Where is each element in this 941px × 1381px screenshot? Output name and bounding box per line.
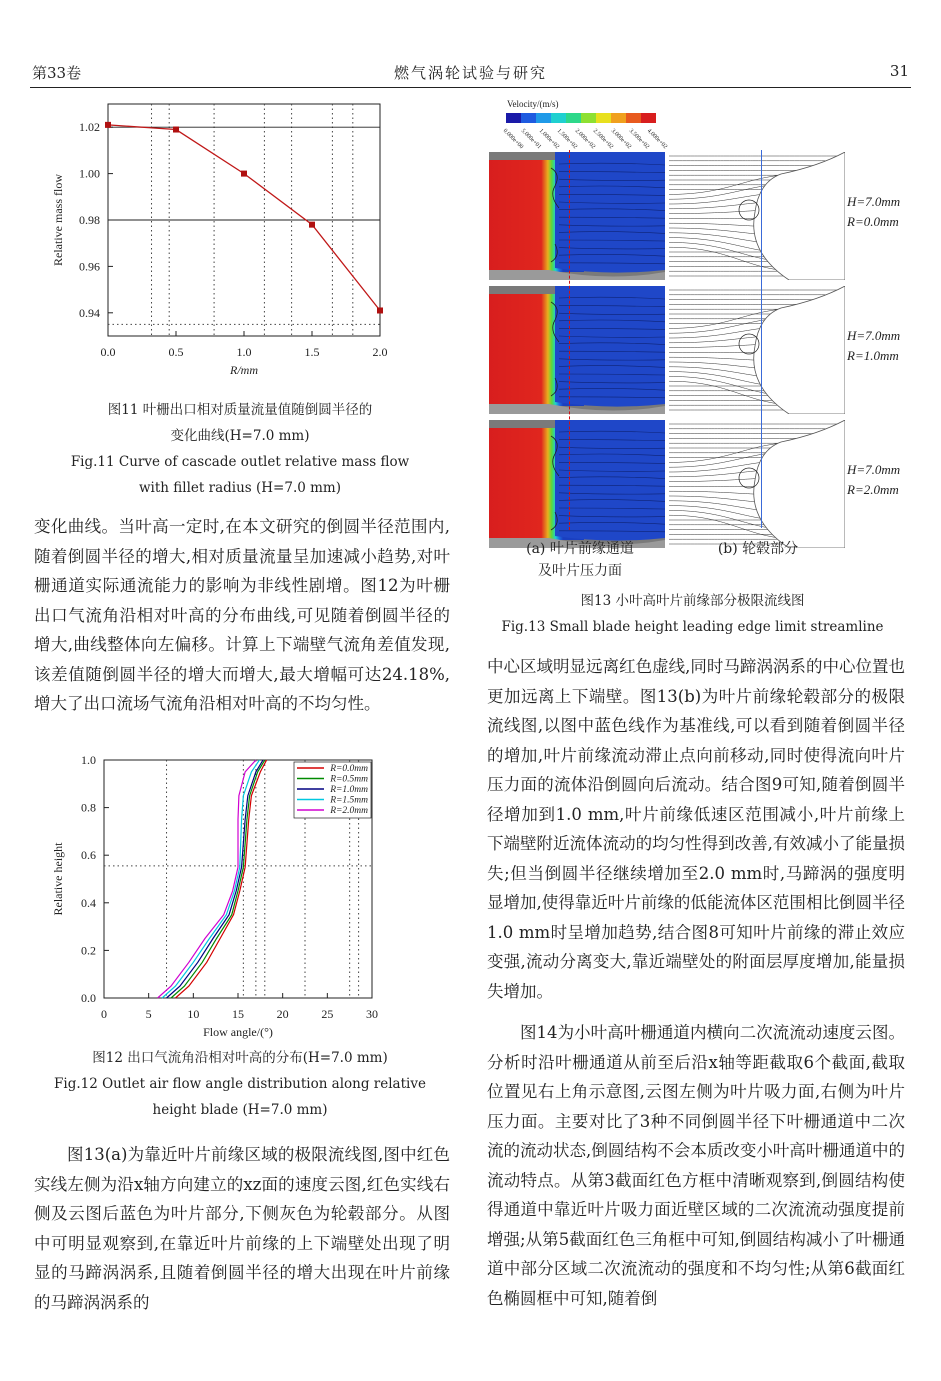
- fig13-row-r: R=2.0mm: [847, 482, 899, 497]
- legend-tick-label: 1.500e+02: [555, 128, 579, 151]
- x-tick-label: 15: [232, 1007, 244, 1021]
- x-axis-label: Flow angle/(°): [203, 1025, 273, 1039]
- y-tick-label: 0.6: [81, 848, 96, 863]
- legend-color-cell: [506, 113, 521, 123]
- x-tick-label: 1.0: [236, 345, 252, 359]
- left-text-2: 图13(a)为靠近叶片前缘区域的极限流线图,图中红色实线左侧为沿x轴方向建立的xz面的速度云图,红色实线右侧及云图后蓝色为叶片部分,下侧灰色为轮毂部分。从图中可明显观察到,在靠近叶片前缘的上下端壁处出现了明显的马蹄涡涡系,且随着倒圆半径的增大出现在叶片前缘的马蹄涡涡系的: [34, 1145, 450, 1312]
- data-point: [105, 122, 111, 128]
- series-line: [171, 760, 265, 998]
- legend-entry: R=0.5mm: [330, 774, 368, 785]
- fig13a-panel: [489, 152, 665, 280]
- data-point: [173, 127, 179, 133]
- legend-tick-label: 0.000e+00: [501, 128, 525, 151]
- fig13-red-dashed-line: [569, 150, 570, 530]
- y-tick-label: 0.96: [79, 259, 100, 274]
- header-journal: 燃气涡轮试验与研究: [393, 64, 547, 82]
- fig13-sub-b: (b) 轮毂部分: [717, 541, 799, 557]
- fig11-caption-cn-1: 图11 叶栅出口相对质量流量值随倒圆半径的: [107, 402, 373, 418]
- fig12-caption: [40, 1045, 440, 1123]
- x-tick-label: 10: [187, 1007, 200, 1021]
- x-tick-label: 0: [101, 1007, 107, 1021]
- legend-tick-label: 3.000e+02: [609, 128, 633, 151]
- x-tick-label: 0.0: [100, 345, 116, 359]
- y-axis-label: Relative mass flow: [51, 174, 65, 266]
- fig13-row-label: [847, 460, 900, 500]
- legend-entry: R=1.5mm: [330, 795, 368, 806]
- series-line: [108, 125, 380, 311]
- x-tick-label: 0.5: [168, 345, 184, 359]
- fig13-row-r: R=1.0mm: [847, 348, 899, 363]
- series-line: [162, 760, 259, 998]
- left-text-1: 变化曲线。当叶高一定时,在本文研究的倒圆半径范围内,随着倒圆半径的增大,相对质量流量呈加速减小趋势,对叶栅通道实际通流能力的影响为非线性剧增。图12为叶栅出口气流角沿相对叶高的分布曲线,可见随着倒圆半径的增大,曲线整体向左偏移。计算上下端壁气流角差值发现,该差值随倒圆半径的增大而增大,最大增幅可达24.18%,增大了出口流场气流角沿相对叶高的不均匀性。: [34, 517, 450, 713]
- y-axis-label: Relative height: [51, 842, 65, 916]
- right-text-1: 中心区域明显远离红色虚线,同时马蹄涡涡系的中心位置也更加远离上下端壁。图13(b)为叶片前缘轮毂部分的极限流线图,以图中蓝色线作为基准线,可以看到随着倒圆半径的增加,叶片前缘流动滞止点向前移动,同时使得流向叶片压力面的流体沿倒圆向后流动。结合图9可知,随着倒圆半径增加到1.0 mm,叶片前缘低速区范围减小,叶片前缘上下端壁附近流体流动的均匀性得到改善,有效减小了能量损失;但当倒圆半径继续增加至2.0 mm时,马蹄涡的强度明显增加,使得靠近叶片前缘的低能流体区范围相比倒圆半径1.0 mm时呈增加趋势,结合图8可知叶片前缘的滞止效应变强,流动分离变大,靠近端壁处的附面层厚度增加,能量损失增加。: [487, 657, 905, 1001]
- fig11-caption-en-2: with fillet radius (H=7.0 mm): [139, 480, 341, 496]
- y-tick-label: 0.4: [81, 895, 96, 910]
- fig13-legend-title: Velocity/(m/s): [507, 99, 559, 109]
- fig13-caption-en: Fig.13 Small blade height leading edge limit streamline: [501, 619, 884, 635]
- fig13-sub-a-1: (a) 叶片前缘通道: [526, 541, 634, 557]
- fig13-sub-a-2: 及叶片压力面: [538, 563, 622, 579]
- series-line: [167, 760, 263, 998]
- fig13-reference-line: [761, 150, 762, 528]
- legend-entry: R=0.0mm: [330, 764, 368, 774]
- fig13-row-label: [847, 326, 900, 366]
- legend-entry: R=2.0mm: [330, 806, 368, 816]
- fig13a-panel: [489, 286, 665, 414]
- legend-color-cell: [641, 113, 656, 123]
- y-tick-label: 0.2: [81, 943, 96, 958]
- legend-color-cell: [626, 113, 641, 123]
- legend-entry: R=1.0mm: [330, 785, 368, 795]
- fig13-row-h: H=7.0mm: [847, 328, 901, 343]
- fig11-caption-en-1: Fig.11 Curve of cascade outlet relative mass flow: [70, 454, 410, 470]
- fig13-row-h: H=7.0mm: [847, 462, 901, 477]
- x-tick-label: 25: [321, 1007, 334, 1021]
- data-point: [241, 171, 247, 177]
- x-tick-label: 5: [145, 1007, 152, 1021]
- y-tick-label: 0.0: [81, 991, 96, 1005]
- y-tick-label: 0.8: [81, 800, 96, 815]
- legend-color-cell: [521, 113, 536, 123]
- y-tick-label: 0.98: [79, 213, 100, 227]
- y-tick-label: 1.00: [79, 166, 100, 181]
- x-tick-label: 20: [276, 1007, 289, 1021]
- y-tick-label: 1.02: [79, 120, 100, 135]
- right-text-2: 图14为小叶高叶栅通道内横向二次流流动速度云图。分析时沿叶栅通道从前至后沿x轴等距截取6个截面,截取位置见右上角示意图,云图左侧为叶片吸力面,右侧为叶片压力面。主要对比了3种不同倒圆半径下叶栅通道中二次流的流动状态,倒圆结构不会本质改变小叶高叶栅通道中的流动特点。从第3截面红色方框中清晰观察到,倒圆结构使得通道中靠近叶片吸力面近壁区域的二次流流动强度提前增强;从第5截面红色三角框中可知,倒圆结构减小了叶栅通道中部分区域二次流流动的强度和不均匀性;从第6截面红色椭圆框中可知,随着倒: [487, 1023, 905, 1308]
- legend-tick-label: 2.500e+02: [591, 128, 615, 151]
- fig13b-panel: [669, 420, 845, 548]
- data-point: [309, 222, 315, 228]
- fig13-row-h: H=7.0mm: [847, 194, 901, 209]
- fig12-caption-en-1: Fig.12 Outlet air flow angle distribution along relative: [54, 1076, 426, 1092]
- y-tick-label: 0.94: [79, 305, 100, 320]
- fig13-sub-a: [490, 538, 670, 582]
- legend-color-cell: [596, 113, 611, 123]
- fig12-chart: [40, 748, 440, 1046]
- fig13b-panel: [669, 152, 845, 280]
- fig13a-panel: [489, 420, 665, 548]
- fig13-caption-cn: 图13 小叶高叶片前缘部分极限流线图: [580, 593, 805, 609]
- y-tick-label: 1.0: [81, 753, 96, 767]
- fig13-legend-bar: [506, 113, 656, 123]
- fig13-caption: [480, 588, 905, 640]
- header-rule: [30, 87, 911, 88]
- x-axis-label: R/mm: [230, 363, 258, 377]
- legend-tick-label: 5.000e+01: [519, 128, 543, 151]
- legend-tick-label: 2.000e+02: [573, 128, 597, 151]
- data-point: [377, 307, 383, 313]
- legend-color-cell: [581, 113, 596, 123]
- legend-color-cell: [536, 113, 551, 123]
- fig12-caption-cn: 图12 出口气流角沿相对叶高的分布(H=7.0 mm): [92, 1050, 388, 1066]
- header-volume: 第33卷: [32, 64, 82, 82]
- fig13b-panel: [669, 286, 845, 414]
- header-page: 31: [889, 62, 909, 80]
- x-tick-label: 1.5: [304, 345, 320, 359]
- legend-tick-label: 4.000e+02: [645, 128, 669, 151]
- legend-color-cell: [611, 113, 626, 123]
- fig13-row-label: [847, 192, 900, 232]
- fig11-chart: [40, 96, 420, 396]
- fig13-row-r: R=0.0mm: [847, 214, 899, 229]
- legend-tick-label: 3.500e+02: [627, 128, 651, 151]
- legend-color-cell: [566, 113, 581, 123]
- fig12-caption-en-2: height blade (H=7.0 mm): [152, 1102, 328, 1118]
- legend-tick-label: 1.000e+02: [537, 128, 561, 151]
- x-tick-label: 30: [366, 1007, 378, 1021]
- fig11-caption-cn-2: 变化曲线(H=7.0 mm): [170, 428, 310, 444]
- fig11-caption: [40, 397, 440, 501]
- x-tick-label: 2.0: [372, 345, 388, 359]
- legend-color-cell: [551, 113, 566, 123]
